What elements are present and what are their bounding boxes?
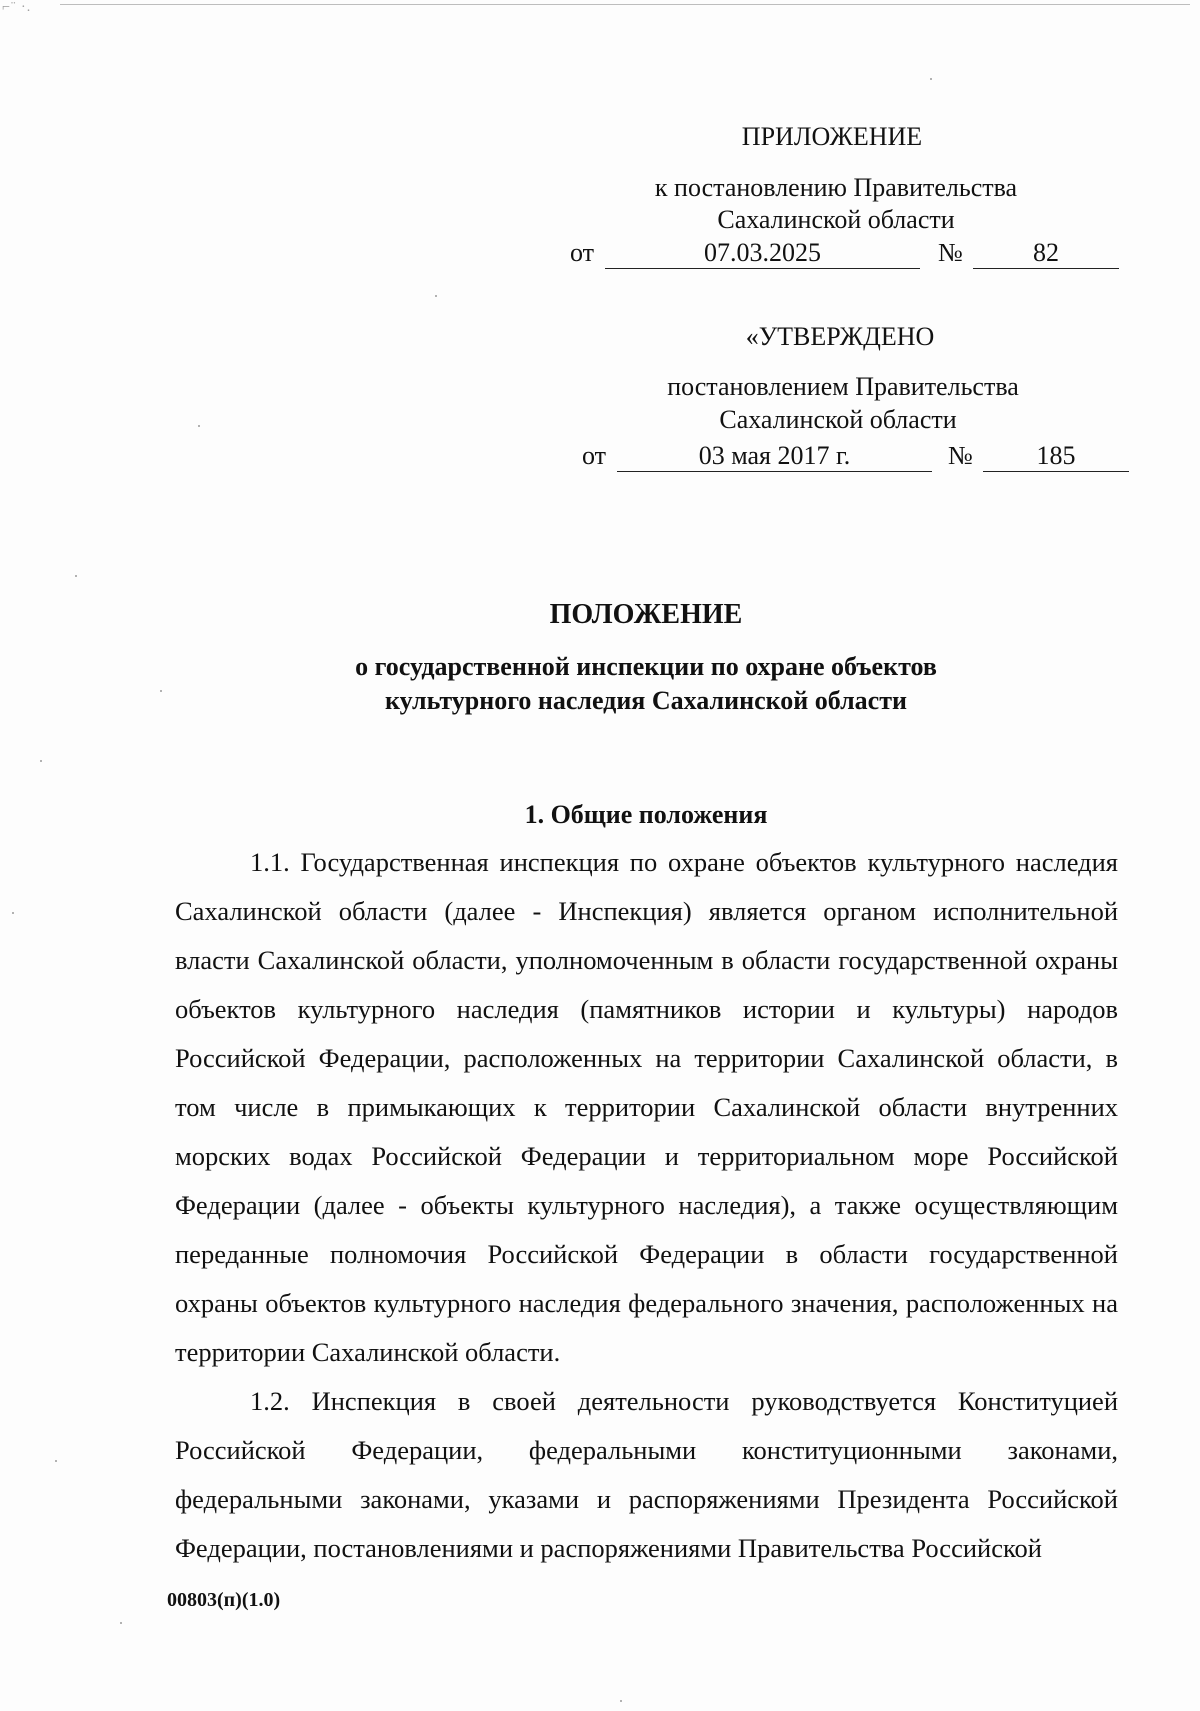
document-title: ПОЛОЖЕНИЕ [549, 599, 743, 630]
approved-title: «УТВЕРЖДЕНО [745, 322, 935, 351]
scan-edge-line [60, 4, 1190, 5]
appendix-number-label: № [938, 238, 963, 267]
scan-speck [55, 1460, 57, 1462]
scan-speck [435, 295, 437, 297]
scan-speck [75, 575, 77, 577]
scan-speck [160, 690, 162, 692]
scan-corner-mark: ⌐¨ ·. [2, 0, 32, 15]
approved-number: 185 [983, 441, 1129, 472]
scan-speck [12, 912, 14, 914]
scan-speck [930, 78, 932, 80]
approved-line-1: постановлением Правительства [667, 372, 1019, 401]
footer-document-code: 00803(п)(1.0) [167, 1589, 281, 1611]
approved-date: 03 мая 2017 г. [617, 441, 932, 472]
approved-number-label: № [948, 441, 973, 470]
paragraph-1-2 [175, 1377, 1118, 1573]
document-subtitle-line-2: культурного наследия Сахалинской области [385, 686, 907, 715]
appendix-line-2: Сахалинской области [717, 205, 955, 234]
paragraph-1-1 [175, 838, 1118, 1377]
scan-speck [620, 1700, 622, 1702]
appendix-date: 07.03.2025 [605, 238, 920, 269]
appendix-line-1: к постановлению Правительства [654, 173, 1018, 202]
section-heading: 1. Общие положения [524, 800, 768, 829]
document-subtitle-line-1: о государственной инспекции по охране объектов [355, 652, 937, 681]
paragraph-1-1-text: 1.1. Государственная инспекция по охране объектов культурного наследия Сахалинской области (далее - Инспекция) является органом исполнительной власти Сахалинской области, уполномоченным в области государственной охраны объектов культурного наследия (памятников истории и культуры) народов Российской Федерации, расположенных на территории Сахалинской области, в том числе в примыкающих к территории Сахалинской области внутренних морских водах Российской Федерации и территориальном море Российской Федерации (далее - объекты культурного наследия), а также осуществляющим переданные полномочия Российской Федерации в области государственной охраны объектов культурного наследия федерального значения, расположенных на территории Сахалинской области. [175, 847, 1118, 1367]
approved-line-2: Сахалинской области [719, 405, 957, 434]
scan-speck [120, 1622, 122, 1624]
approved-from-label: от [582, 441, 607, 470]
appendix-from-label: от [570, 238, 595, 267]
scan-speck [40, 760, 42, 762]
paragraph-1-2-text: 1.2. Инспекция в своей деятельности руководствуется Конституцией Российской Федерации, федеральными конституционными законами, федеральными законами, указами и распоряжениями Президента Российской Федерации, постановлениями и распоряжениями Правительства Российской [175, 1386, 1118, 1563]
appendix-number: 82 [973, 238, 1119, 269]
scan-speck [198, 425, 200, 427]
appendix-title: ПРИЛОЖЕНИЕ [741, 122, 923, 151]
